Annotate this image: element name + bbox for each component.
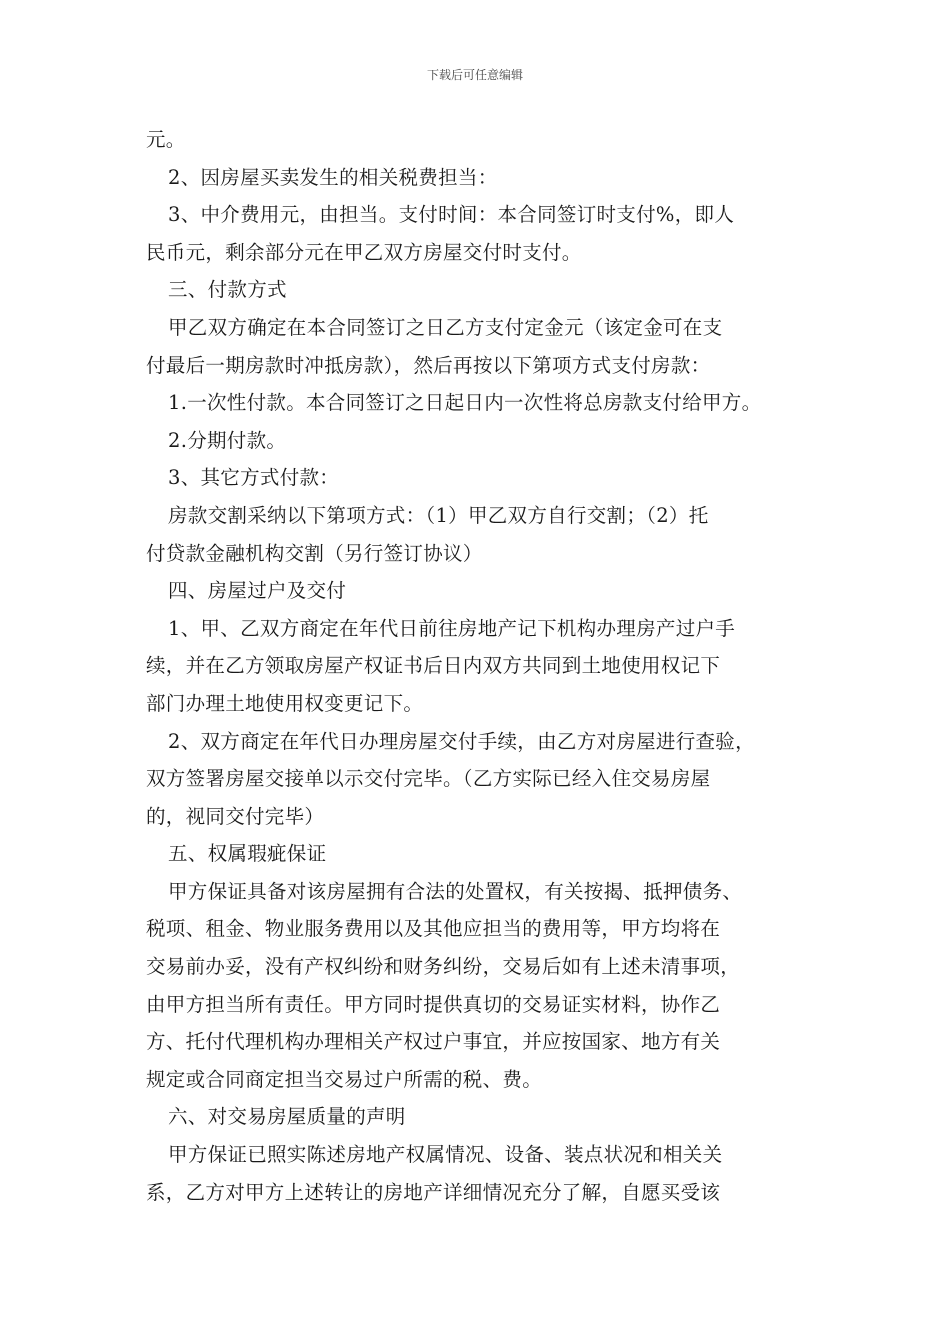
text-line: 税项、租金、物业服务费用以及其他应担当的费用等，甲方均将在 [146, 917, 721, 941]
text-line: 交易前办妥，没有产权纠纷和财务纠纷，交易后如有上述未清事项， [146, 955, 741, 979]
text-line: 双方签署房屋交接单以示交付完毕。（乙方实际已经入住交易房屋 [146, 767, 711, 791]
text-line: 部门办理土地使用权变更记下。 [146, 691, 424, 715]
page-header: 下载后可任意编辑 [426, 68, 523, 82]
text-line: 规定或合同商定担当交易过户所需的税、费。 [146, 1067, 543, 1091]
text-line: 房款交割采纳以下第项方式：（1）甲乙双方自行交割；（2）托 [168, 503, 709, 527]
text-line: 方、托付代理机构办理相关产权过户事宜，并应按国家、地方有关 [146, 1030, 721, 1054]
text-line: 3、其它方式付款： [168, 466, 340, 490]
text-line: 元。 [146, 128, 186, 151]
text-line: 2.分期付款。 [168, 428, 287, 452]
text-line: 2、因房屋买卖发生的相关税费担当： [168, 165, 498, 189]
text-line: 续，并在乙方领取房屋产权证书后日内双方共同到土地使用权记下 [146, 654, 721, 678]
text-line: 四、房屋过户及交付 [168, 579, 347, 603]
text-line: 五、权属瑕疵保证 [168, 842, 327, 866]
text-line: 1、甲、乙双方商定在年代日前往房地产记下机构办理房产过户手 [168, 616, 736, 640]
document-body [146, 121, 826, 1211]
text-line: 甲方保证已照实陈述房地产权属情况、设备、装点状况和相关关 [168, 1143, 723, 1167]
text-line: 付最后一期房款时冲抵房款），然后再按以下第项方式支付房款： [146, 353, 711, 377]
text-line: 三、付款方式 [168, 278, 287, 302]
text-line: 3、中介费用元，由担当。支付时间：本合同签订时支付%，即人 [168, 203, 735, 227]
text-line: 的，视同交付完毕） [146, 804, 325, 828]
text-line: 甲方保证具备对该房屋拥有合法的处置权，有关按揭、抵押债务、 [168, 879, 743, 903]
text-line: 六、对交易房屋质量的声明 [168, 1105, 406, 1129]
text-line: 由甲方担当所有责任。甲方同时提供真切的交易证实材料，协作乙 [146, 992, 721, 1016]
text-line: 系，乙方对甲方上述转让的房地产详细情况充分了解，自愿买受该 [146, 1180, 721, 1204]
text-line: 甲乙双方确定在本合同签订之日乙方支付定金元（该定金可在支 [168, 315, 723, 339]
text-line: 2、双方商定在年代日办理房屋交付手续，由乙方对房屋进行查验， [168, 729, 755, 753]
text-line: 民币元，剩余部分元在甲乙双方房屋交付时支付。 [146, 240, 582, 264]
text-line: 付贷款金融机构交割（另行签订协议） [146, 541, 483, 565]
text-line: 1.一次性付款。本合同签订之日起日内一次性将总房款支付给甲方。 [168, 391, 762, 415]
